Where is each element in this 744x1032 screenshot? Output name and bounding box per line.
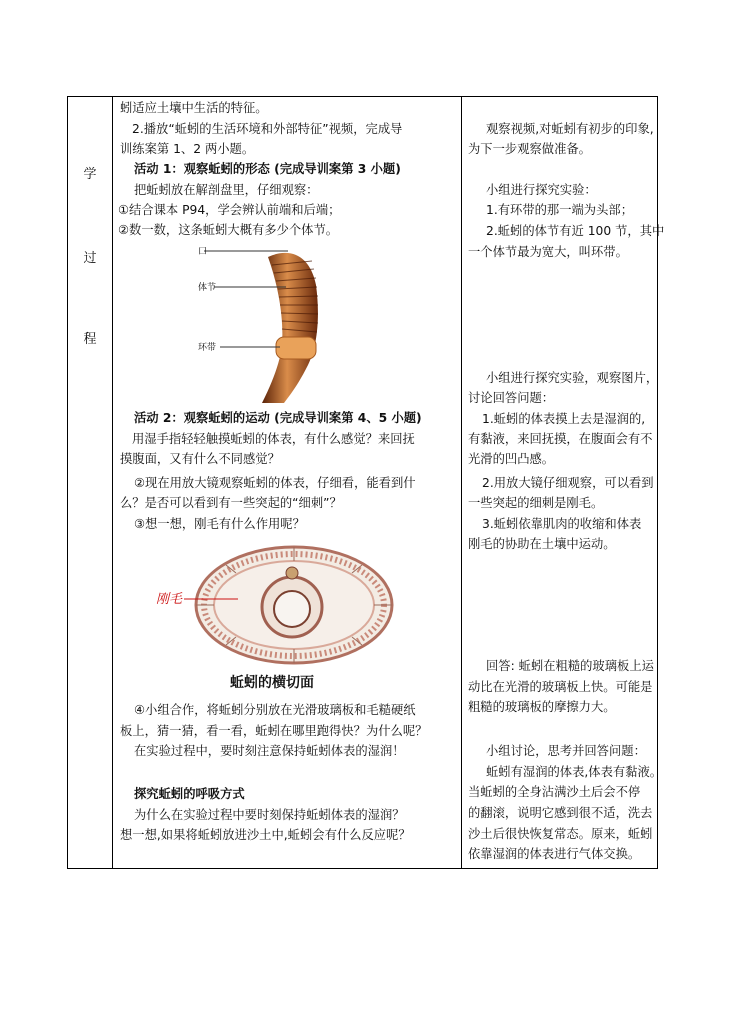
mid-line: ④小组合作，将蚯蚓分别放在光滑玻璃板和毛糙硬纸 [134,703,416,717]
right-line: 3.蚯蚓依靠肌肉的收缩和体表 [482,517,642,531]
right-line: 粗糙的玻璃板的摩擦力大。 [468,700,616,714]
right-line: 小组讨论，思考并回答问题： [486,744,646,758]
right-line: 一个体节最为宽大，叫环带。 [468,245,628,259]
activity-2-heading: 活动 2：观察蚯蚓的运动 (完成导训案第 4、5 小题) [134,411,422,425]
column-divider-2 [461,97,462,868]
cross-section-illustration [154,543,404,697]
mid-line: 训练案第 1、2 两小题。 [120,142,255,156]
earthworm-head-illustration [198,245,384,405]
label-char-3: 程 [83,332,97,347]
right-line: 2.蚯蚓的体节有近 100 节，其中 [486,224,665,238]
right-line: 的翻滚，说明它感到很不适，洗去 [468,806,653,820]
right-line: 小组进行探究实验： [486,183,597,197]
mid-line: 为什么在实验过程中要时刻保持蚯蚓体表的湿润？ [134,808,405,822]
mid-line: 用湿手指轻轻触摸蚯蚓的体表，有什么感觉？来回抚 [132,432,415,446]
right-line: 当蚯蚓的全身沾满沙土后会不停 [468,785,641,799]
mid-line: 板上，猜一猜，看一看，蚯蚓在哪里跑得快？为什么呢？ [120,724,428,738]
fig2-caption: 蚯蚓的横切面 [230,675,314,691]
mid-line: 在实验过程中，要时刻注意保持蚯蚓体表的湿润！ [134,744,405,758]
right-line: 1.有环带的那一端为头部； [486,203,633,217]
fig1-label-segment: 体节 [198,283,217,293]
right-line: 依靠湿润的体表进行气体交换。 [468,847,641,861]
right-line: 观察视频,对蚯蚓有初步的印象, [486,122,654,136]
mid-line: 摸腹面，又有什么不同感觉？ [120,452,280,466]
right-line: 1.蚯蚓的体表摸上去是湿润的, [482,412,646,426]
student-activity-column [464,97,665,868]
mid-line: 蚓适应土壤中生活的特征。 [120,101,268,115]
activity-1-heading: 活动 1：观察蚯蚓的形态 (完成导训案第 3 小题) [134,162,401,176]
right-line: 动比在光滑的玻璃板上快。可能是 [468,680,653,694]
earthworm-head-figure [198,245,384,405]
mid-line: 么？是否可以看到有一些突起的“细刺”？ [120,496,342,510]
fig1-label-clitellum: 环带 [198,343,217,353]
column-divider-1 [112,97,113,868]
right-line: 为下一步观察做准备。 [468,142,591,156]
right-line: 回答: 蚯蚓在粗糙的玻璃板上运 [486,659,654,673]
right-line: 光滑的凹凸感。 [468,452,555,466]
fig1-label-mouth: 口 [198,247,208,257]
mid-line: 2.播放“蚯蚓的生活环境和外部特征”视频，完成导 [132,122,403,136]
fig2-label-setae: 刚毛 [156,592,183,607]
mid-line: ②现在用放大镜观察蚯蚓的体表，仔细看，能看到什 [134,476,416,490]
mid-line: 想一想,如果将蚯蚓放进沙土中,蚯蚓会有什么反应呢？ [120,828,411,842]
breathing-heading: 探究蚯蚓的呼吸方式 [134,787,245,801]
right-line: 小组进行探究实验，观察图片， [486,371,659,385]
cross-section-figure [154,543,404,697]
right-line: 2.用放大镜仔细观察，可以看到 [482,476,654,490]
label-char-1: 学 [83,167,97,182]
mid-line: ③想一想，刚毛有什么作用呢？ [134,517,305,531]
mid-line: 把蚯蚓放在解剖盘里，仔细观察： [134,183,319,197]
right-line: 蚯蚓有湿润的体表,体表有黏液。 [486,765,663,779]
right-line: 一些突起的细刺是刚毛。 [468,496,604,510]
lesson-table [67,96,665,869]
right-line: 沙土后很快恢复常态。原来，蚯蚓 [468,827,653,841]
right-line: 有黏液，来回抚摸，在腹面会有不 [468,432,653,446]
label-column [68,97,112,868]
label-char-2: 过 [83,251,97,266]
mid-line: ①结合课本 P94，学会辨认前端和后端； [118,203,341,217]
right-line: 刚毛的协助在土壤中运动。 [468,537,616,551]
right-line: 讨论回答问题： [468,391,555,405]
mid-line: ②数一数，这条蚯蚓大概有多少个体节。 [118,223,339,237]
teacher-activity-column [114,97,461,868]
